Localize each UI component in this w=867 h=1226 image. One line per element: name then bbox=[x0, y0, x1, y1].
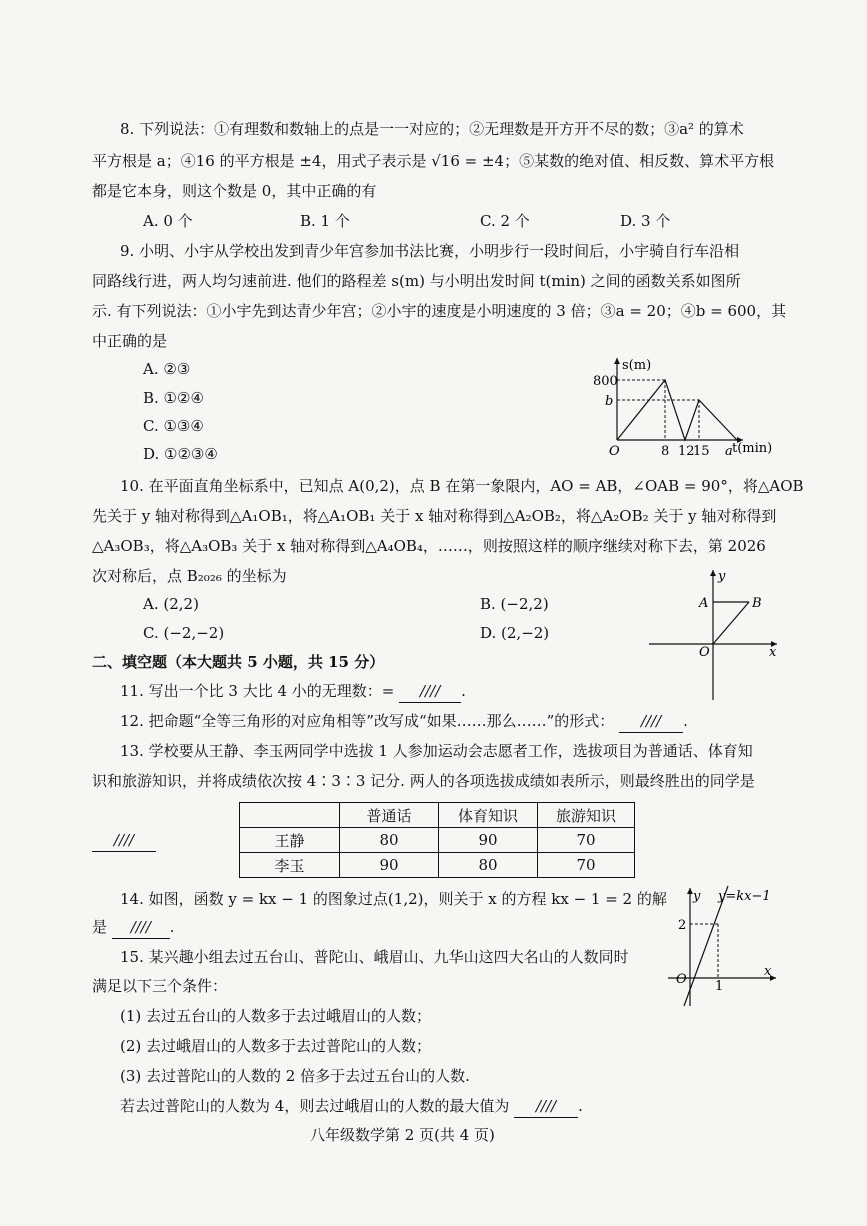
q9-line1: 9. 小明、小宇从学校出发到青少年宫参加书法比赛，小明步行一段时间后，小宇骑自行车沿相 bbox=[120, 242, 740, 260]
q13-score-table bbox=[239, 802, 635, 878]
q8-line1: 8. 下列说法：①有理数和数轴上的点是一一对应的；②无理数是开方开不尽的数；③a² 的算术 bbox=[120, 120, 744, 138]
q11-end: . bbox=[461, 682, 466, 700]
q10-line1: 10. 在平面直角坐标系中，已知点 A(0,2)，点 B 在第一象限内，AO = AB，∠OAB = 90°，将△AOB bbox=[120, 477, 804, 495]
table-cell-name: 王静 bbox=[240, 828, 340, 853]
q11-line bbox=[120, 680, 466, 703]
q10-point-a: A bbox=[699, 596, 709, 611]
table-cell: 90 bbox=[439, 828, 538, 853]
q9-option-b: B. ①②④ bbox=[143, 389, 204, 407]
q8-option-c: C. 2 个 bbox=[480, 212, 530, 230]
q14-line1: 14. 如图，函数 y = kx − 1 的图象过点(1,2)，则关于 x 的方程 kx − 1 = 2 的解 bbox=[120, 890, 667, 908]
q9-x-tick-12: 12 bbox=[678, 444, 695, 459]
q9-line3: 示. 有下列说法：①小宇先到达青少年宫；②小宇的速度是小明速度的 3 倍；③a = 20；④b = 600，其 bbox=[92, 302, 787, 320]
q14-answer-blank[interactable]: //// bbox=[112, 916, 170, 939]
q15-condition-3: (3) 去过普陀山的人数的 2 倍多于去过五台山的人数. bbox=[120, 1067, 470, 1085]
q14-end: . bbox=[169, 918, 175, 936]
q15-ask: 若去过普陀山的人数为 4，则去过峨眉山的人数的最大值为 bbox=[120, 1097, 510, 1115]
q14-line2 bbox=[92, 916, 175, 939]
q10-origin: O bbox=[699, 645, 710, 660]
q13-line2: 识和旅游知识，并将成绩依次按 4∶3∶3 记分. 两人的各项选拔成绩如表所示，则最终胜出的同学是 bbox=[92, 772, 755, 790]
q9-x-axis-label: t(min) bbox=[732, 441, 773, 456]
q8-option-b: B. 1 个 bbox=[300, 212, 350, 230]
q9-origin: O bbox=[609, 444, 620, 459]
q9-x-tick-a: a bbox=[725, 444, 733, 459]
table-header-cell: 普通话 bbox=[340, 803, 439, 828]
q15-line2: 满足以下三个条件： bbox=[92, 977, 228, 995]
table-row bbox=[240, 828, 635, 853]
table-cell: 70 bbox=[538, 828, 635, 853]
q10-line2: 先关于 y 轴对称得到△A₁OB₁，将△A₁OB₁ 关于 x 轴对称得到△A₂OB₂，将△A₂OB₂ 关于 y 轴对称得到 bbox=[92, 507, 777, 525]
q12-text: 12. 把命题“全等三角形的对应角相等”改写成“如果……那么……”的形式： bbox=[120, 712, 615, 730]
q10-y-label: y bbox=[718, 569, 726, 584]
q10-option-c: C. (−2,−2) bbox=[143, 624, 225, 642]
q15-ask-line bbox=[120, 1095, 583, 1118]
page-footer: 八年级数学第 2 页(共 4 页) bbox=[310, 1126, 495, 1144]
table-header-row bbox=[240, 803, 635, 828]
q13-answer-blank[interactable]: //// bbox=[92, 829, 156, 852]
q12-answer-blank[interactable]: //// bbox=[619, 710, 683, 733]
q12-line bbox=[120, 710, 688, 733]
q10-x-label: x bbox=[769, 645, 777, 660]
q15-condition-2: (2) 去过峨眉山的人数多于去过普陀山的人数； bbox=[120, 1037, 432, 1055]
q10-coordinate-graph bbox=[645, 566, 785, 702]
table-header-cell: 体育知识 bbox=[439, 803, 538, 828]
q11-answer-blank[interactable]: //// bbox=[399, 680, 461, 703]
q14-y-label: y bbox=[693, 889, 701, 904]
q13-answer-line bbox=[92, 829, 156, 852]
table-cell: 90 bbox=[340, 853, 439, 878]
table-row bbox=[240, 853, 635, 878]
table-cell-name: 李玉 bbox=[240, 853, 340, 878]
q10-option-d: D. (2,−2) bbox=[480, 624, 550, 642]
q8-option-d: D. 3 个 bbox=[620, 212, 671, 230]
q14-x-label: x bbox=[764, 964, 772, 979]
q13-line1: 13. 学校要从王静、李玉两同学中选拔 1 人参加运动会志愿者工作，选拔项目为普通话、体育知 bbox=[120, 742, 753, 760]
q15-line1: 15. 某兴趣小组去过五台山、普陀山、峨眉山、九华山这四大名山的人数同时 bbox=[120, 948, 629, 966]
table-cell: 80 bbox=[340, 828, 439, 853]
q12-end: . bbox=[683, 712, 688, 730]
q14-origin: O bbox=[676, 972, 687, 987]
q10-point-b: B bbox=[752, 596, 762, 611]
q10-line3: △A₃OB₃，将△A₃OB₃ 关于 x 轴对称得到△A₄OB₄，……，则按照这样的顺序继续对称下去，第 2026 bbox=[92, 537, 766, 555]
q15-answer-blank[interactable]: //// bbox=[514, 1095, 578, 1118]
table-cell: 70 bbox=[538, 853, 635, 878]
q8-line2: 平方根是 a；④16 的平方根是 ±4，用式子表示是 √16 = ±4；⑤某数的绝对值、相反数、算术平方根 bbox=[92, 152, 775, 170]
q10-option-a: A. (2,2) bbox=[143, 595, 199, 613]
q8-line3: 都是它本身，则这个数是 0，其中正确的有 bbox=[92, 182, 377, 200]
q9-y-tick-800: 800 bbox=[593, 374, 618, 389]
q14-x-tick-1: 1 bbox=[715, 979, 724, 994]
q8-option-a: A. 0 个 bbox=[143, 212, 193, 230]
q9-y-tick-b: b bbox=[605, 394, 614, 409]
q9-option-a: A. ②③ bbox=[143, 360, 191, 378]
q15-end: . bbox=[578, 1097, 583, 1115]
q11-text: 11. 写出一个比 3 大比 4 小的无理数：= bbox=[120, 682, 395, 700]
section2-title: 二、填空题（本大题共 5 小题，共 15 分） bbox=[92, 653, 385, 671]
q10-option-b: B. (−2,2) bbox=[480, 595, 549, 613]
q14-y-tick-2: 2 bbox=[678, 918, 687, 933]
q9-line2: 同路线行进，两人均匀速前进. 他们的路程差 s(m) 与小明出发时间 t(min) 之间的函数关系如图所 bbox=[92, 272, 741, 290]
q9-y-axis-label: s(m) bbox=[622, 358, 652, 373]
q10-line4: 次对称后，点 B₂₀₂₆ 的坐标为 bbox=[92, 567, 287, 585]
q9-line4: 中正确的是 bbox=[92, 332, 168, 350]
q9-x-tick-8: 8 bbox=[661, 444, 670, 459]
table-header-cell: 旅游知识 bbox=[538, 803, 635, 828]
table-header-cell bbox=[240, 803, 340, 828]
q9-option-d: D. ①②③④ bbox=[143, 445, 218, 463]
q9-x-tick-15: 15 bbox=[693, 444, 710, 459]
q15-condition-1: (1) 去过五台山的人数多于去过峨眉山的人数； bbox=[120, 1007, 432, 1025]
q9-distance-graph bbox=[585, 356, 785, 460]
q14-linear-function-graph bbox=[664, 882, 782, 1010]
q9-option-c: C. ①③④ bbox=[143, 417, 204, 435]
q14-line2-pre: 是 bbox=[92, 918, 108, 936]
q14-function-label: y=kx−1 bbox=[718, 889, 771, 904]
table-cell: 80 bbox=[439, 853, 538, 878]
